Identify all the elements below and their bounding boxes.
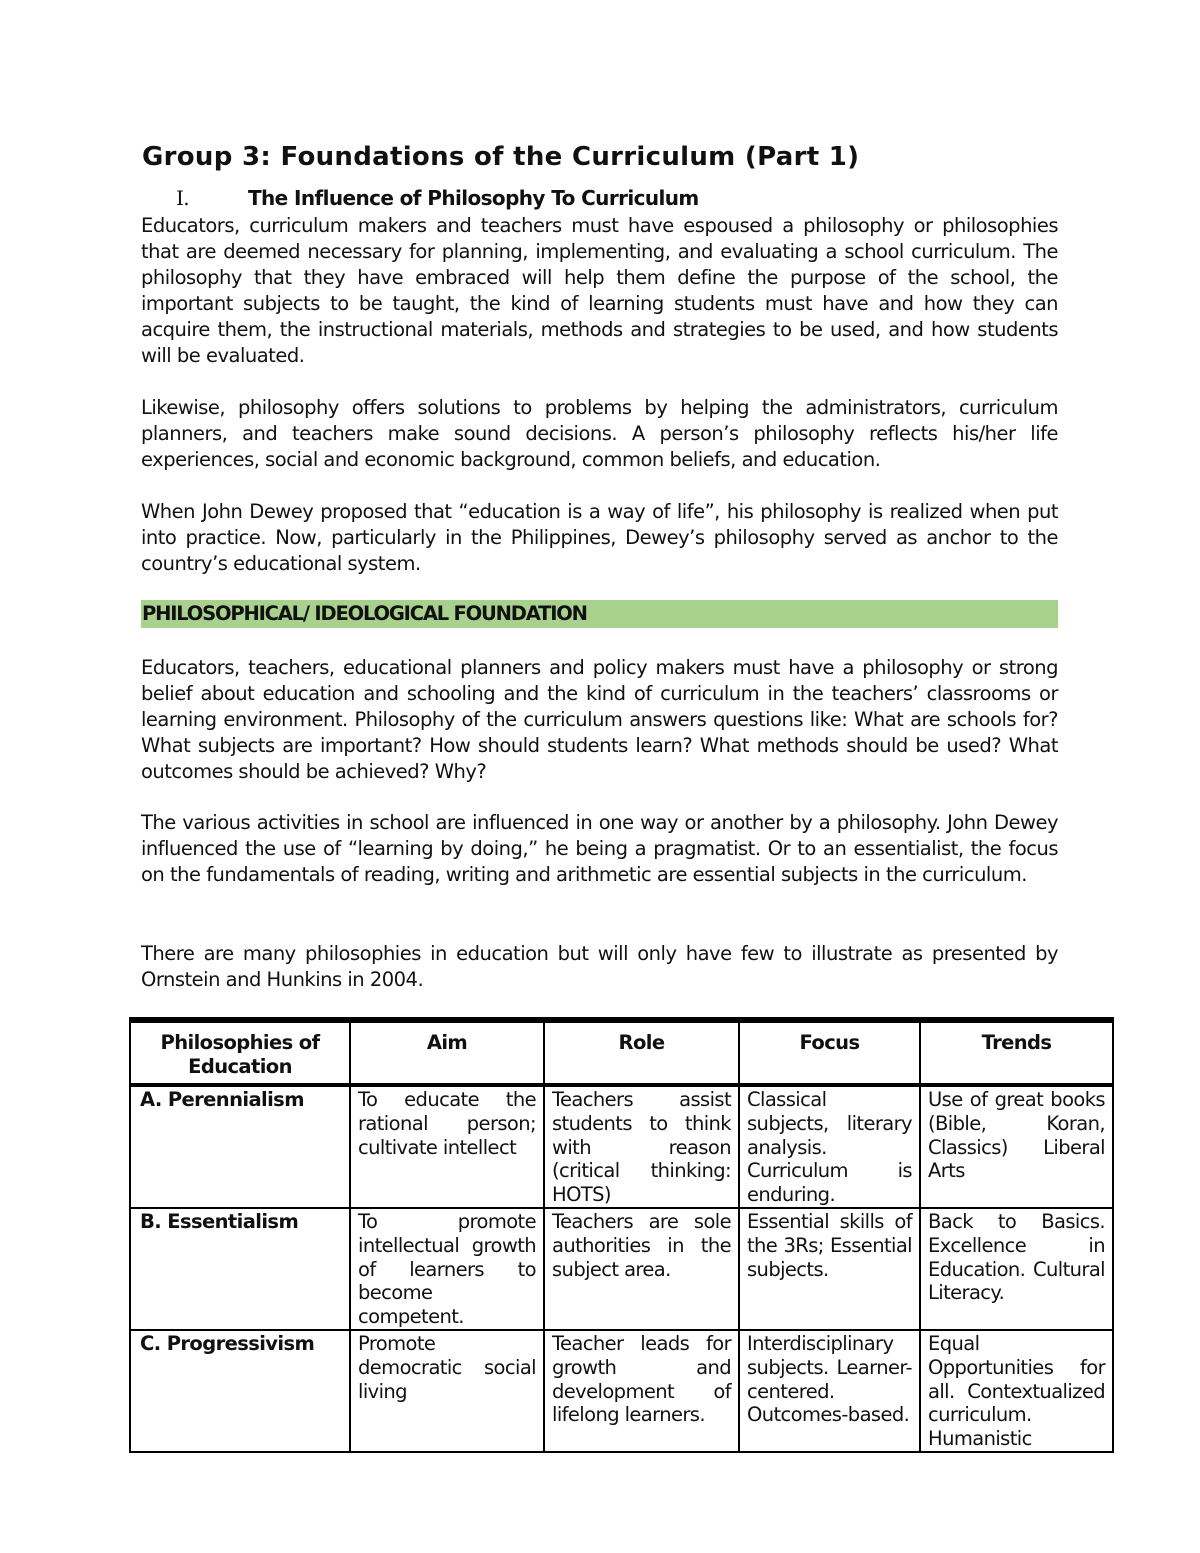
focus-cell: Classical subjects, literary analysis. Curriculum is enduring. — [739, 1085, 920, 1208]
header-focus: Focus — [739, 1020, 920, 1085]
philosophies-table — [129, 1017, 1114, 1453]
table-header-row — [130, 1020, 1113, 1085]
table-row — [130, 1085, 1113, 1208]
role-cell: Teacher leads for growth and development of lifelong learners. — [544, 1330, 739, 1452]
philosophy-name: C. Progressivism — [130, 1330, 350, 1452]
focus-cell: Essential skills of the 3Rs; Essential subjects. — [739, 1208, 920, 1330]
philosophy-name: A. Perennialism — [130, 1085, 350, 1208]
role-cell: Teachers assist students to think with reason (critical thinking: HOTS) — [544, 1085, 739, 1208]
header-trends: Trends — [920, 1020, 1113, 1085]
table-row — [130, 1330, 1113, 1452]
trends-cell: Equal Opportunities for all. Contextualized curriculum. Humanistic — [920, 1330, 1113, 1452]
paragraph-activities: The various activities in school are influenced in one way or another by a philosophy. John Dewey influenced the use of “learning by doing,” he being a pragmatist. Or to an essentialist, the focus on the fundamentals of reading, writing and arithmetic are essential subjects in the curriculum. — [141, 811, 1058, 886]
focus-cell: Interdisciplinary subjects. Learner-centered. Outcomes-based. — [739, 1330, 920, 1452]
highlight-heading: PHILOSOPHICAL/ IDEOLOGICAL FOUNDATION — [142, 602, 587, 625]
paragraph-ornstein: There are many philosophies in education but will only have few to illustrate as presented by Ornstein and Hunkins in 2004. — [141, 942, 1058, 991]
paragraph-intro: Educators, curriculum makers and teachers must have espoused a philosophy or philosophies that are deemed necessary for planning, implementing, and evaluating a school curriculum. The philosophy that they have embraced will help them define the purpose of the school, the important subjects to be taught, the kind of learning students must have and how they can acquire them, the instructional materials, methods and strategies to be used, and how students will be evaluated. — [141, 214, 1058, 367]
aim-cell: To educate the rational person; cultivate intellect — [350, 1085, 544, 1208]
header-role: Role — [544, 1020, 739, 1085]
trends-cell: Back to Basics. Excellence in Education. Cultural Literacy. — [920, 1208, 1113, 1330]
table-row — [130, 1208, 1113, 1330]
section-heading — [176, 186, 699, 210]
section-number: I. — [176, 186, 190, 210]
paragraph-dewey: When John Dewey proposed that “education is a way of life”, his philosophy is realized when put into practice. Now, particularly in the Philippines, Dewey’s philosophy served as anchor to the country’s educational system. — [141, 500, 1058, 575]
aim-cell: To promote intellectual growth of learners to become competent. — [350, 1208, 544, 1330]
highlight-heading-bar — [141, 600, 1058, 628]
trends-cell: Use of great books (Bible, Koran, Classics) Liberal Arts — [920, 1085, 1113, 1208]
role-cell: Teachers are sole authorities in the subject area. — [544, 1208, 739, 1330]
header-philosophies: Philosophies of Education — [130, 1020, 350, 1085]
philosophy-name: B. Essentialism — [130, 1208, 350, 1330]
paragraph-likewise: Likewise, philosophy offers solutions to problems by helping the administrators, curriculum planners, and teachers make sound decisions. A person’s philosophy reflects his/her life experiences, social and economic background, common beliefs, and education. — [141, 396, 1058, 471]
aim-cell: Promote democratic social living — [350, 1330, 544, 1452]
section-heading-text: The Influence of Philosophy To Curriculum — [248, 186, 699, 210]
header-aim: Aim — [350, 1020, 544, 1085]
document-title: Group 3: Foundations of the Curriculum (Part 1) — [142, 142, 860, 172]
paragraph-philosophy-questions: Educators, teachers, educational planners and policy makers must have a philosophy or strong belief about education and schooling and the kind of curriculum in the teachers’ classrooms or learning environment. Philosophy of the curriculum answers questions like: What are schools for? What subjects are important? How should students learn? What methods should be used? What outcomes should be achieved? Why? — [141, 656, 1058, 783]
